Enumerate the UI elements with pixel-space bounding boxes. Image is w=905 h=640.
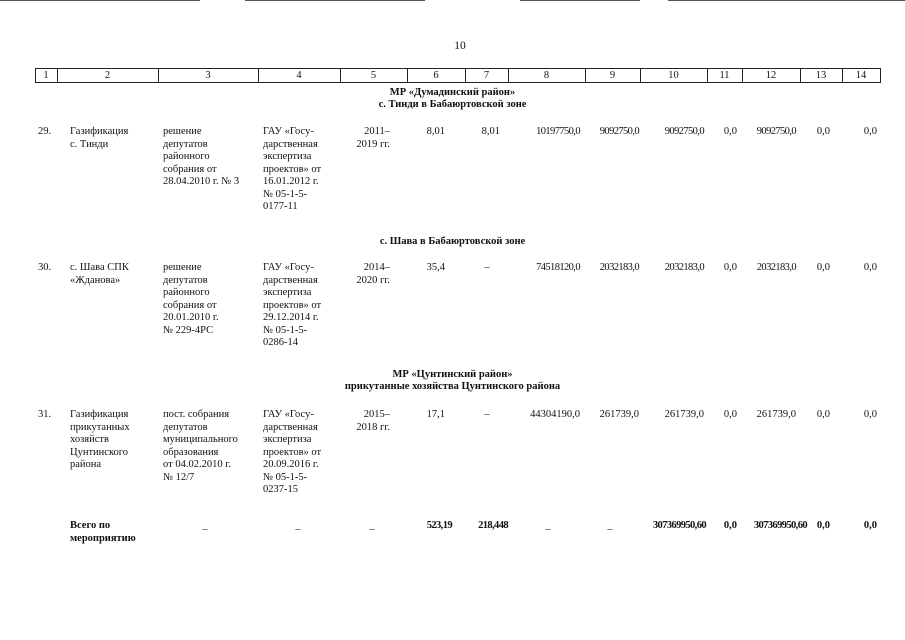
col-13-value: 0,0 — [816, 262, 830, 273]
col-9-value: 2032183,0 — [599, 262, 639, 273]
decision-basis: пост. собрания депутатов муниципального образования от 04.02.2010 г. № 12/7 — [163, 409, 238, 483]
scan-mark — [0, 0, 200, 1]
col-13-value: 0,0 — [816, 409, 830, 420]
total-col-3: – — [202, 524, 208, 535]
header-col-10: 10 — [668, 70, 679, 81]
col-11-value: 0,0 — [723, 409, 737, 420]
col-7-value: – — [484, 262, 490, 273]
total-col-7: 218,448 — [478, 520, 508, 531]
header-col-7: 7 — [483, 70, 490, 81]
section-heading-locality: с. Тинди в Бабаюртовской зоне — [378, 99, 527, 110]
header-col-13: 13 — [815, 70, 827, 81]
section-heading-locality: прикутанные хозяйства Цунтинского района — [344, 381, 561, 392]
row-number: 31. — [38, 409, 52, 420]
period: 2014– 2020 гг. — [356, 262, 390, 286]
col-6-value: 17,1 — [426, 409, 445, 420]
total-col-10: 307369950,60 — [652, 520, 706, 531]
header-col-3: 3 — [205, 70, 211, 81]
col-7-value: 8,01 — [481, 126, 500, 137]
header-col-4: 4 — [296, 70, 302, 81]
total-col-12: 307369950,60 — [753, 520, 807, 531]
section-heading-district: МР «Цунтинский район» — [392, 369, 513, 380]
col-8-value: 44304190,0 — [530, 409, 580, 420]
col-9-value: 9092750,0 — [599, 126, 639, 137]
total-col-9: – — [607, 524, 613, 535]
total-col-14: 0,0 — [863, 520, 877, 531]
header-col-5: 5 — [370, 70, 377, 81]
header-col-1: 1 — [43, 70, 49, 81]
header-col-6: 6 — [433, 70, 439, 81]
period: 2015– 2018 гг. — [356, 409, 390, 433]
col-7-value: – — [484, 409, 490, 420]
col-11-value: 0,0 — [723, 126, 737, 137]
expertise-info: ГАУ «Госу- дарственная экспертиза проектов» от 29.12.2014 г. № 05-1-5- 0286-14 — [263, 262, 322, 348]
scan-mark — [520, 0, 640, 1]
row-number: 30. — [38, 262, 52, 273]
col-14-value: 0,0 — [863, 126, 877, 137]
expertise-info: ГАУ «Госу- дарственная экспертиза проектов» от 20.09.2016 г. № 05-1-5- 0237-15 — [263, 409, 322, 495]
col-12-value: 9092750,0 — [756, 126, 796, 137]
total-label: Всего по мероприятию — [70, 520, 136, 544]
col-8-value: 10197750,0 — [536, 126, 580, 137]
section-heading-district: МР «Думадинский район» — [389, 87, 516, 98]
col-9-value: 261739,0 — [599, 409, 639, 420]
total-col-4: – — [295, 524, 301, 535]
section-heading-locality: с. Шава в Бабаюртовской зоне — [379, 236, 526, 247]
col-6-value: 35,4 — [426, 262, 445, 273]
header-col-14: 14 — [855, 70, 867, 81]
row-number: 29. — [38, 126, 52, 137]
col-13-value: 0,0 — [816, 126, 830, 137]
object-name: с. Шава СПК «Жданова» — [70, 262, 129, 286]
total-col-6: 523,19 — [426, 520, 452, 531]
scan-mark — [245, 0, 425, 1]
col-14-value: 0,0 — [863, 409, 877, 420]
col-11-value: 0,0 — [723, 262, 737, 273]
header-col-8: 8 — [543, 70, 550, 81]
col-6-value: 8,01 — [426, 126, 445, 137]
col-12-value: 261739,0 — [756, 409, 796, 420]
col-10-value: 2032183,0 — [664, 262, 704, 273]
total-col-5: – — [369, 524, 375, 535]
period: 2011– 2019 гг. — [356, 126, 390, 150]
scan-mark — [668, 0, 905, 1]
decision-basis: решение депутатов районного собрания от 28.04.2010 г. № 3 — [163, 126, 240, 187]
page-number: 10 — [454, 40, 466, 52]
header-col-9: 9 — [609, 70, 616, 81]
total-col-11: 0,0 — [723, 520, 737, 531]
decision-basis: решение депутатов районного собрания от 20.01.2010 г. № 229-4РС — [163, 262, 219, 336]
expertise-info: ГАУ «Госу- дарственная экспертиза проектов» от 16.01.2012 г. № 05-1-5- 0177-11 — [263, 126, 322, 212]
col-10-value: 9092750,0 — [664, 126, 704, 137]
total-col-8: – — [545, 524, 551, 535]
header-col-12: 12 — [765, 70, 777, 81]
header-col-2: 2 — [104, 70, 111, 81]
object-name: Газификация с. Тинди — [70, 126, 129, 150]
col-8-value: 74518120,0 — [536, 262, 580, 273]
col-12-value: 2032183,0 — [756, 262, 796, 273]
header-col-11: 11 — [719, 70, 730, 81]
total-col-13: 0,0 — [816, 520, 830, 531]
col-10-value: 261739,0 — [664, 409, 704, 420]
object-name: Газификация прикутанных хозяйств Цунтинского района — [70, 409, 130, 470]
col-14-value: 0,0 — [863, 262, 877, 273]
